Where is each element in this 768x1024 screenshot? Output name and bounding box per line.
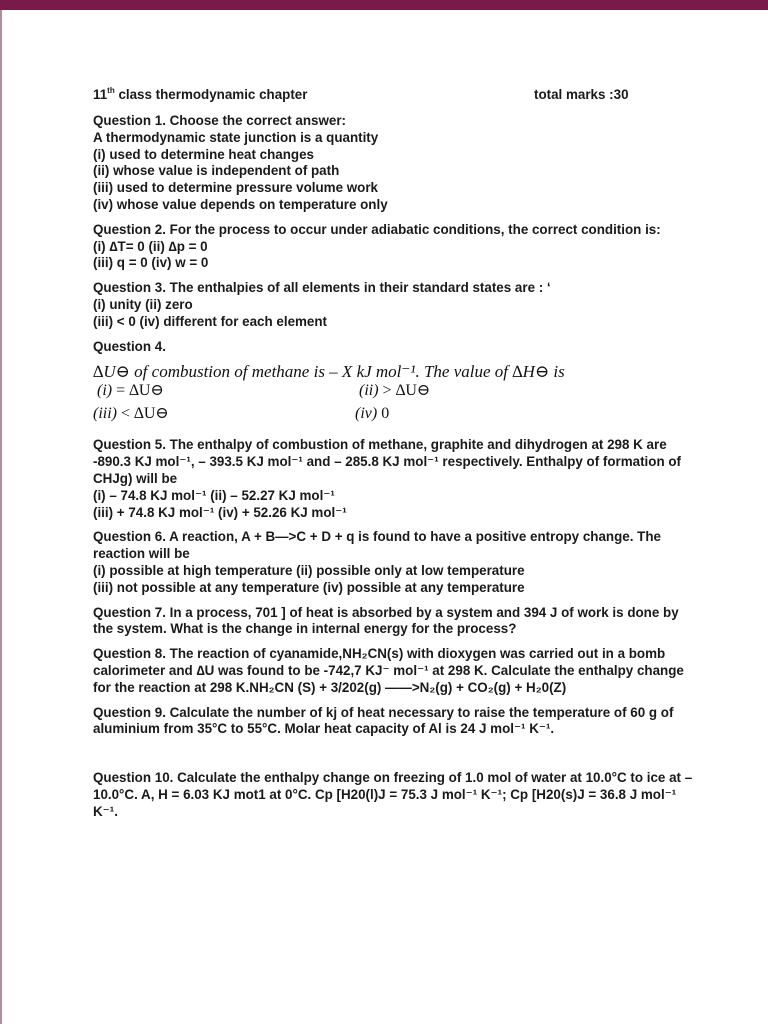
page-left-border — [0, 10, 2, 1024]
total-marks: total marks :30 — [534, 87, 629, 102]
question-3-text: Question 3. The enthalpies of all elements in their standard states are : ‘ — [93, 280, 551, 296]
question-8-text: Question 8. The reaction of cyanamide,NH₂CN(s) with dioxygen was carried out in a bomb calorimeter and ∆U was found to be -742,7 KJ⁻ mol⁻¹ at 298 K. Calculate the enthalpy change for the reaction at 298 K.NH₂CN (S) + 3/202(g) ——>N₂(g) + CO₂(g) + H₂0(Z) — [93, 646, 684, 695]
class-number: 11 — [93, 87, 108, 102]
question-1-option: (ii) whose value is independent of path — [93, 163, 340, 179]
question-5-text: Question 5. The enthalpy of combustion of methane, graphite and dihydrogen at 298 K are -890.3 KJ mol⁻¹, – 393.5 KJ mol⁻¹ and – 285.8 KJ mol⁻¹ respectively. Enthalpy of formation of CHJg) will be — [93, 437, 681, 486]
question-1-option: (iv) whose value depends on temperature only — [93, 196, 388, 212]
question-6-text: Question 6. A reaction, A + B—>C + D + q is found to have a positive entropy change. The reaction will be — [93, 529, 661, 562]
question-4-stem: ∆U⊖ of combustion of methane is – X kJ mol⁻¹. The value of ∆H⊖ is — [93, 362, 565, 382]
question-10 — [93, 770, 693, 820]
question-4-options-row — [93, 406, 693, 429]
question-1-stem: A thermodynamic state junction is a quantity — [93, 129, 379, 145]
question-2-text: Question 2. For the process to occur under adiabatic conditions, the correct condition is: — [93, 221, 661, 237]
question-3 — [93, 280, 693, 330]
question-4-option: (iii) < ∆U⊖ — [93, 405, 169, 423]
page-top-border — [0, 0, 768, 10]
header-title — [93, 87, 307, 104]
question-1-option: (i) used to determine heat changes — [93, 146, 314, 162]
question-1-option: (iii) used to determine pressure volume work — [93, 180, 378, 196]
question-6-options-row: (i) possible at high temperature (ii) possible only at low temperature — [93, 562, 525, 578]
worksheet — [93, 87, 693, 829]
question-1 — [93, 113, 693, 214]
question-2-options-row: (iii) q = 0 (iv) w = 0 — [93, 255, 209, 271]
question-8 — [93, 646, 693, 696]
question-3-options-row: (iii) < 0 (iv) different for each element — [93, 313, 328, 329]
question-2 — [93, 222, 693, 272]
question-5-options-row: (iii) + 74.8 KJ mol⁻¹ (iv) + 52.26 KJ mol⁻¹ — [93, 504, 347, 520]
worksheet-header — [93, 87, 693, 105]
question-5-options-row: (i) – 74.8 KJ mol⁻¹ (ii) – 52.27 KJ mol⁻¹ — [93, 487, 335, 503]
class-suffix: th — [107, 86, 115, 95]
question-2-options-row: (i) ∆T= 0 (ii) ∆p = 0 — [93, 238, 208, 254]
question-4-option: (iv) 0 — [355, 405, 390, 423]
question-7-text: Question 7. In a process, 701 ] of heat is absorbed by a system and 394 J of work is done by the system. What is the change in internal energy for the process? — [93, 604, 679, 637]
question-7 — [93, 605, 693, 639]
question-6-options-row: (iii) not possible at any temperature (iv) possible at any temperature — [93, 579, 525, 595]
question-4-title: Question 4. — [93, 338, 166, 354]
question-9-text: Question 9. Calculate the number of kj of heat necessary to raise the temperature of 60 g of aluminium from 35°C to 55°C. Molar heat capacity of Al is 24 J mol⁻¹ K⁻¹. — [93, 704, 674, 737]
question-4-options-row — [93, 383, 693, 406]
question-9 — [93, 705, 693, 739]
question-4-option: (i) = ∆U⊖ — [97, 382, 164, 400]
chapter-title: class thermodynamic chapter — [114, 87, 308, 102]
question-6 — [93, 529, 693, 596]
question-4-option: (ii) > ∆U⊖ — [359, 382, 431, 400]
question-5 — [93, 437, 693, 521]
question-4-image — [93, 361, 693, 429]
question-3-options-row: (i) unity (ii) zero — [93, 296, 193, 312]
question-1-title: Question 1. Choose the correct answer: — [93, 113, 346, 128]
question-4 — [93, 339, 693, 430]
question-10-text: Question 10. Calculate the enthalpy change on freezing of 1.0 mol of water at 10.0°C to ice at – 10.0°C. A, H = 6.03 KJ mot1 at 0°C. Cp [H20(l)J = 75.3 J mol⁻¹ K⁻¹; Cp [H20(s)J = 36.8 J mol⁻¹ K⁻¹. — [93, 770, 693, 819]
